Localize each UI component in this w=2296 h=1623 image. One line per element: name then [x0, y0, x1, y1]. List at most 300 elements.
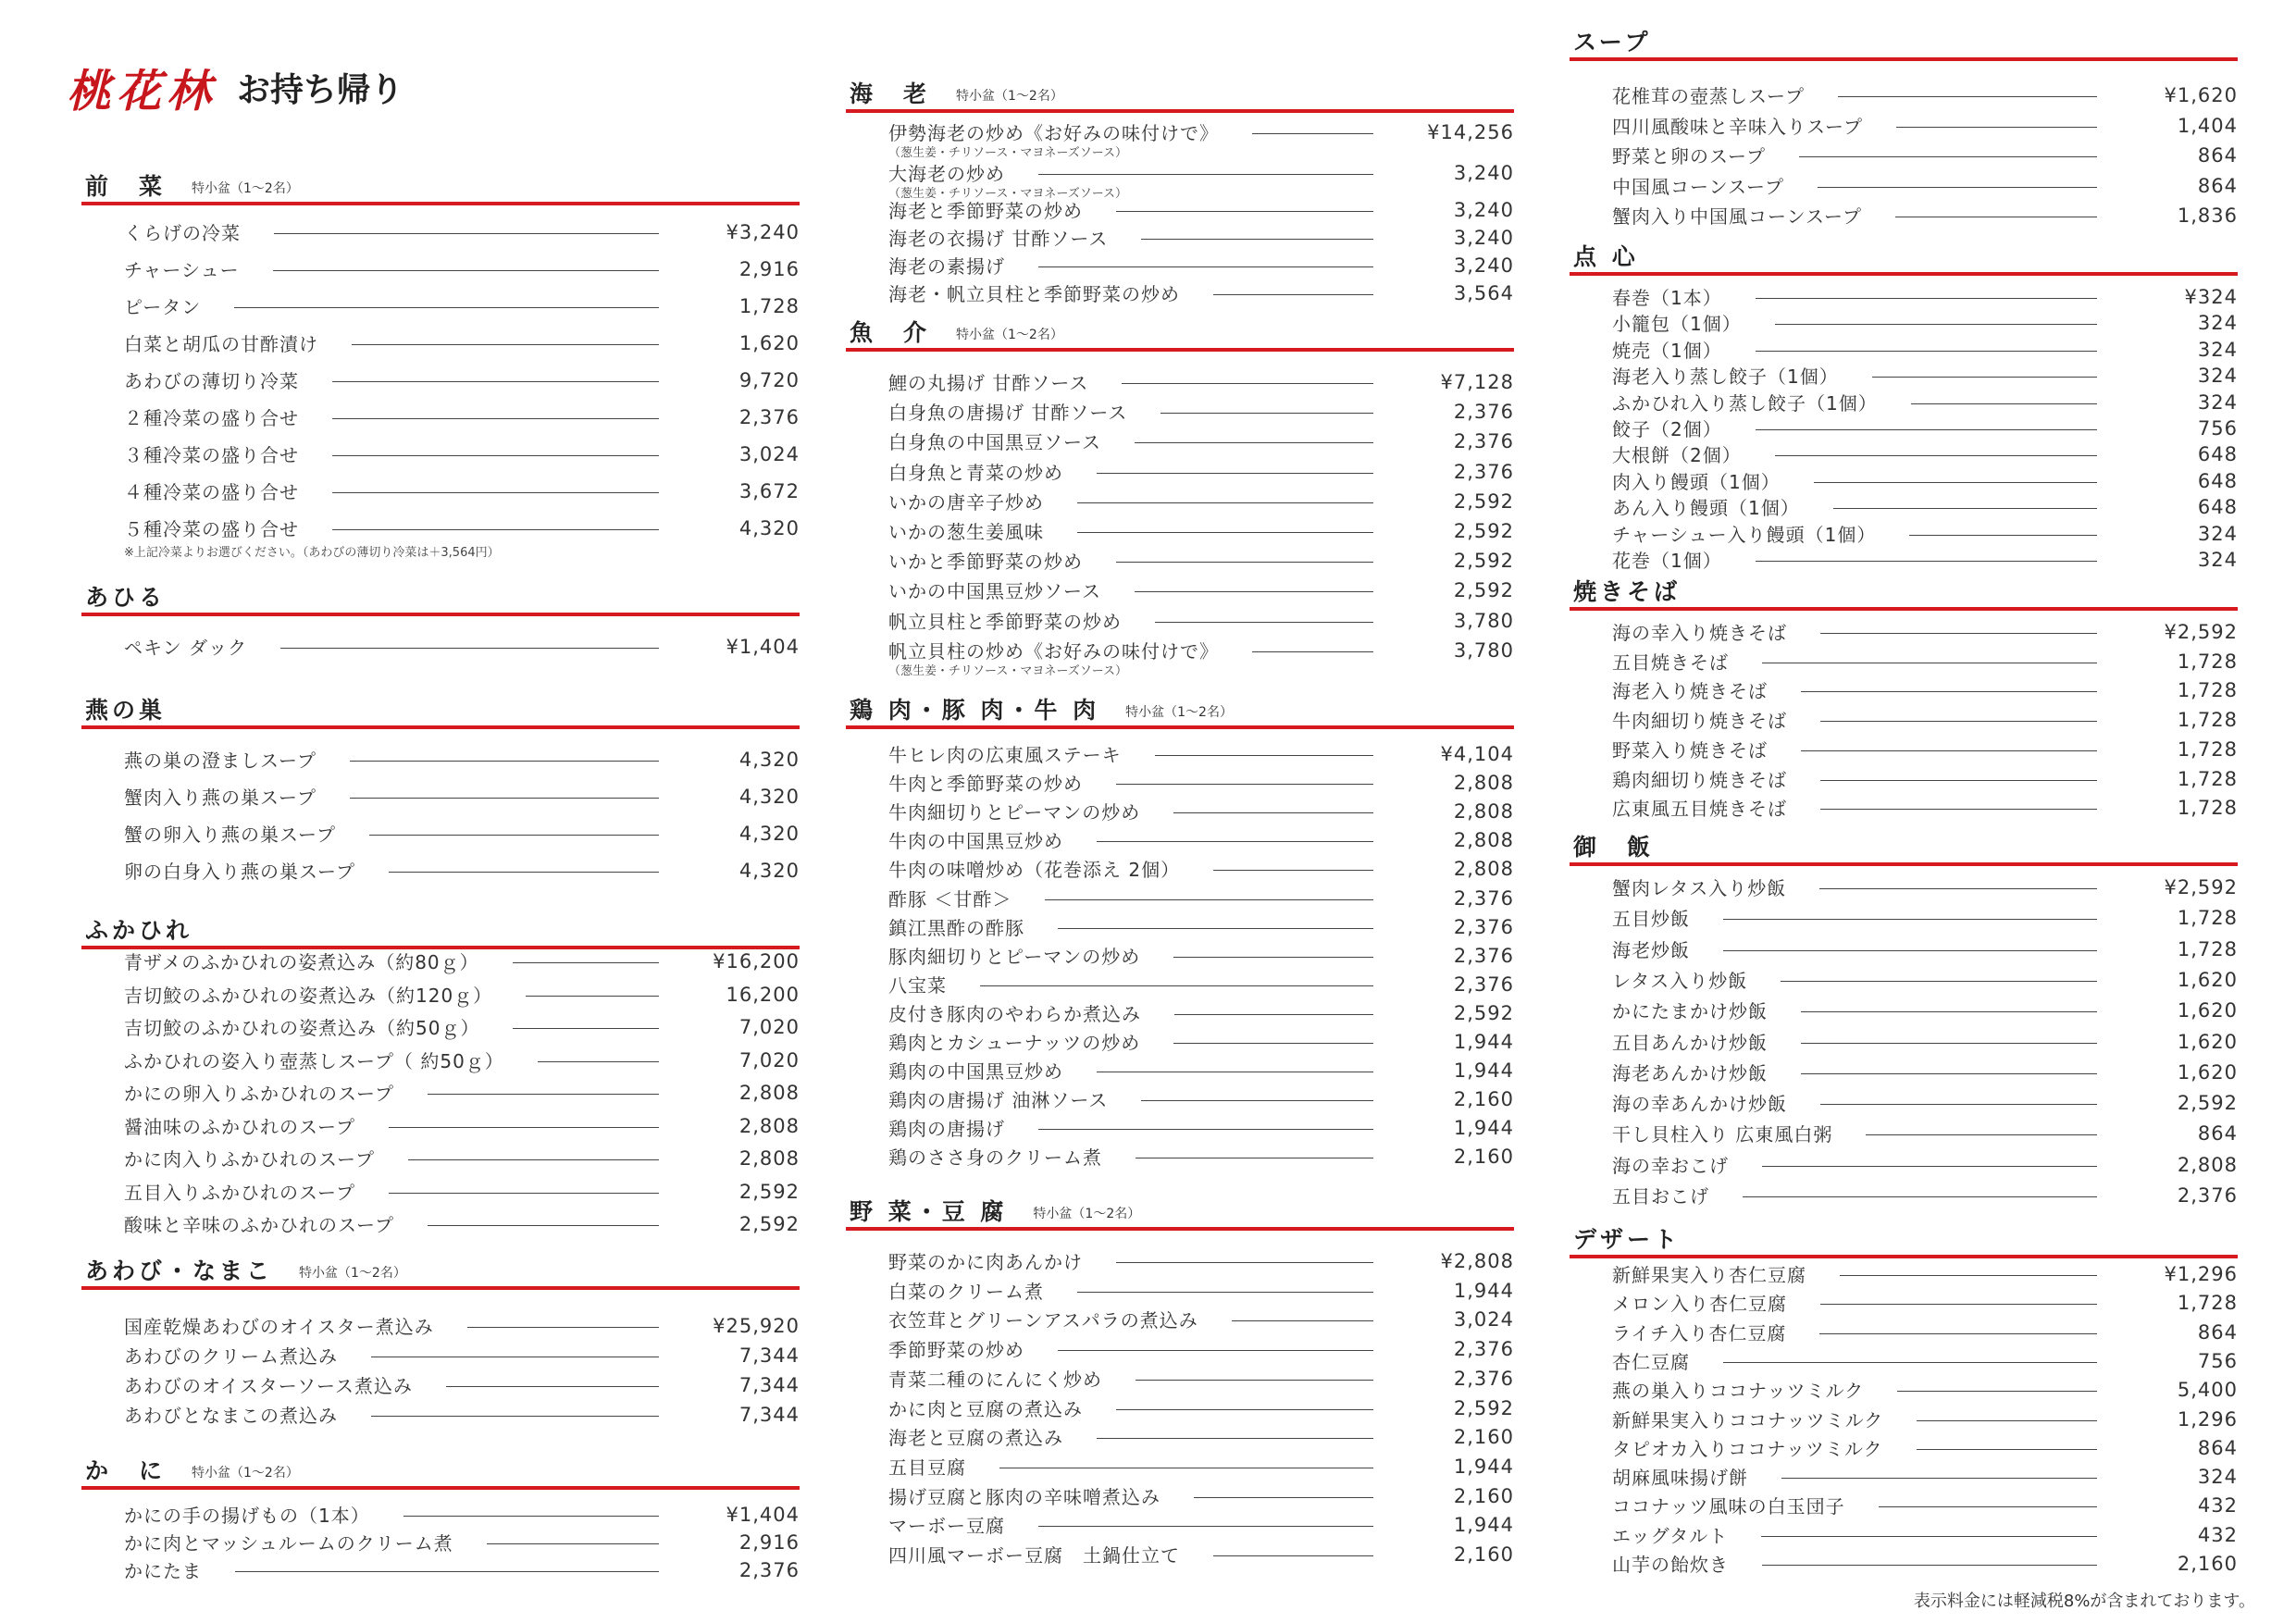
menu-item-price: 16,200 [726, 983, 800, 1006]
menu-item-name: 新鮮果実入りココナッツミルク [1612, 1409, 1884, 1431]
menu-item-name: 小籠包（1個） [1612, 313, 1742, 335]
menu-section [1570, 1221, 2238, 1576]
menu-item-name: かに肉とマッシュルームのクリーム煮 [124, 1532, 453, 1555]
menu-item-name: 国産乾燥あわびのオイスター煮込み [124, 1316, 434, 1338]
menu-item-price: ¥4,104 [1440, 742, 1514, 765]
leader-line [389, 1193, 659, 1194]
menu-item-price: 2,808 [738, 1146, 800, 1170]
leader-line [1762, 1166, 2097, 1167]
leader-line [332, 455, 659, 456]
menu-item-price: 864 [2197, 1121, 2238, 1145]
menu-item-price: 2,376 [1453, 460, 1514, 483]
leader-line [980, 985, 1373, 986]
menu-section [81, 1453, 800, 1582]
menu-item [124, 1401, 800, 1428]
menu-section [846, 692, 1514, 1169]
section-header [1570, 829, 2238, 866]
menu-item [888, 999, 1514, 1026]
section-serving-note: 特小盆（1～2名） [1125, 705, 1233, 720]
menu-item [124, 1342, 800, 1369]
menu-item [888, 576, 1514, 603]
menu-item-name: 鶏肉の中国黒豆炒め [888, 1060, 1063, 1083]
menu-item-name: 衣笠茸とグリーンアスパラの煮込み [888, 1309, 1198, 1332]
section-title: 前 菜 [85, 173, 167, 200]
section-title: 魚 介 [850, 319, 931, 346]
menu-item-price: 1,296 [2177, 1407, 2238, 1431]
menu-item-name: あわびの薄切り冷菜 [124, 370, 299, 392]
menu-item [124, 948, 800, 974]
menu-item-name: 鶏肉細切り焼きそば [1612, 769, 1787, 791]
menu-item-price: 2,808 [1453, 857, 1514, 880]
menu-item-price: 4,320 [738, 859, 800, 882]
leader-line [513, 962, 659, 963]
section-title: 御 飯 [1573, 834, 1655, 861]
menu-item-name: 揚げ豆腐と豚肉の辛味噌煮込み [888, 1486, 1160, 1508]
menu-item [888, 798, 1514, 824]
menu-item-price: 2,808 [1453, 828, 1514, 851]
section-header [846, 315, 1514, 352]
section-header [1570, 574, 2238, 611]
menu-item-name: ５種冷菜の盛り合せ [124, 518, 299, 540]
menu-item-name: 牛ヒレ肉の広東風ステーキ [888, 744, 1122, 766]
menu-item [124, 1556, 800, 1583]
menu-item-price: 2,592 [738, 1180, 800, 1203]
menu-item-name: ピータン [124, 296, 202, 318]
menu-item-name: かにたまかけ炒飯 [1612, 1000, 1768, 1022]
menu-item-price: ¥1,620 [2164, 83, 2238, 106]
menu-item-price: 2,592 [1453, 519, 1514, 542]
leader-line [1213, 294, 1373, 295]
menu-item [1612, 142, 2238, 168]
section-header [846, 76, 1514, 113]
menu-item-name: 大根餅（2個） [1612, 444, 1742, 466]
menu-item [124, 292, 800, 319]
menu-item [888, 159, 1514, 186]
menu-item-price: 1,728 [2177, 937, 2238, 960]
menu-item-name: 蟹肉入り中国風コーンスープ [1612, 205, 1862, 228]
menu-item-price: 2,808 [1453, 799, 1514, 823]
section-title: 焼きそば [1573, 578, 1682, 605]
leader-line [1911, 403, 2097, 404]
menu-item-name: 蟹肉入り燕の巣スープ [124, 787, 316, 809]
leader-line [1756, 351, 2097, 352]
menu-item-name: 牛肉細切りとピーマンの炒め [888, 801, 1141, 824]
menu-item [888, 1247, 1514, 1274]
menu-item-name: 海の幸入り焼きそば [1612, 622, 1787, 644]
menu-item-name: いかの唐辛子炒め [888, 491, 1044, 514]
menu-item [1612, 997, 2238, 1023]
menu-item-price: 3,240 [1453, 226, 1514, 249]
section-title: あひる [85, 584, 167, 611]
menu-item-name: 胡麻風味揚げ餅 [1612, 1467, 1748, 1489]
leader-line [1116, 784, 1373, 785]
menu-item-price: 324 [2197, 338, 2238, 361]
leader-line [1038, 1526, 1373, 1527]
menu-item-price: 2,160 [1453, 1145, 1514, 1168]
leader-line [1155, 622, 1373, 623]
menu-item-price: 2,592 [1453, 1396, 1514, 1419]
menu-item-price: 3,240 [1453, 254, 1514, 277]
menu-item-price: ¥1,404 [726, 1503, 800, 1526]
menu-item-name: あわびとなまこの煮込み [124, 1405, 338, 1427]
menu-item-name: くらげの冷菜 [124, 222, 241, 244]
menu-item-name: かに肉入りふかひれのスープ [124, 1148, 375, 1171]
menu-item [124, 1112, 800, 1139]
menu-item-price: 324 [2197, 1465, 2238, 1488]
leader-line [1077, 502, 1373, 503]
leader-line [1833, 508, 2097, 509]
menu-item [888, 458, 1514, 485]
menu-section [846, 1194, 1514, 1567]
menu-item-name: チャーシュー入り饅頭（1個） [1612, 524, 1877, 546]
menu-item-price: 2,160 [1453, 1542, 1514, 1566]
leader-line [428, 1094, 659, 1095]
menu-item-price: 2,376 [738, 1558, 800, 1581]
menu-item [124, 1501, 800, 1528]
menu-item [1612, 935, 2238, 962]
section-title: デザート [1573, 1226, 1682, 1253]
leader-line [1122, 383, 1373, 384]
menu-item-name: 牛肉の味噌炒め（花巻添え 2個） [888, 859, 1181, 881]
menu-item-name: ３種冷菜の盛り合せ [124, 444, 299, 466]
menu-item-price: ¥2,808 [1440, 1249, 1514, 1272]
menu-item-name: 海老の素揚げ [888, 255, 1005, 278]
menu-item-name: 牛肉細切り焼きそば [1612, 710, 1787, 732]
menu-item-name: 鶏肉の唐揚げ 油淋ソース [888, 1089, 1109, 1111]
menu-item-name: 新鮮果実入り杏仁豆腐 [1612, 1264, 1806, 1286]
menu-item-price: 7,020 [738, 1015, 800, 1038]
menu-item [888, 1085, 1514, 1112]
menu-section [1570, 24, 2238, 228]
menu-item-price: 324 [2197, 390, 2238, 414]
menu-item-name: あわびのクリーム煮込み [124, 1345, 338, 1368]
leader-line [1058, 1350, 1373, 1351]
leader-line [1762, 1565, 2097, 1566]
menu-section [1570, 239, 2238, 572]
menu-item [888, 517, 1514, 544]
menu-item-price: 5,400 [2177, 1378, 2238, 1401]
menu-item-name: 大海老の炒め [888, 163, 1005, 185]
menu-item-name: 野菜のかに肉あんかけ [888, 1251, 1083, 1273]
menu-item-price: 3,024 [738, 442, 800, 465]
menu-item [1612, 81, 2238, 108]
menu-item [1612, 415, 2238, 441]
section-title: スープ [1573, 29, 1652, 56]
leader-line [1801, 750, 2097, 751]
leader-line [1879, 1506, 2097, 1507]
menu-item [1612, 336, 2238, 363]
menu-item [888, 1453, 1514, 1480]
menu-item [888, 1114, 1514, 1141]
menu-item [1612, 202, 2238, 229]
menu-item [1612, 112, 2238, 139]
menu-item-name: 五目炒飯 [1612, 908, 1690, 930]
menu-item-name: 海老と豆腐の煮込み [888, 1427, 1063, 1449]
menu-item-price: 864 [2197, 1320, 2238, 1344]
menu-item-name: 吉切鮫のふかひれの姿煮込み（約50ｇ） [124, 1017, 480, 1039]
leader-line [1814, 482, 2097, 483]
leader-line [1872, 377, 2097, 378]
menu-item-price: 7,344 [738, 1373, 800, 1396]
leader-line [1135, 591, 1373, 592]
menu-item [1612, 794, 2238, 821]
menu-item [1612, 283, 2238, 310]
leader-line [1213, 870, 1373, 871]
menu-item-price: 2,592 [1453, 1001, 1514, 1024]
menu-item [888, 1143, 1514, 1170]
menu-item [124, 1178, 800, 1205]
menu-item-name: 鶏肉の唐揚げ [888, 1118, 1005, 1140]
menu-item-price: 1,620 [738, 331, 800, 354]
leader-line [1058, 928, 1373, 929]
menu-item-name: チャーシュー [124, 259, 240, 281]
menu-item [1612, 1182, 2238, 1208]
leader-line [1801, 1073, 2097, 1074]
section-header [81, 168, 800, 205]
menu-item [124, 1079, 800, 1106]
menu-item-name: ふかひれの姿入り壺蒸しスープ（ 約50ｇ） [124, 1050, 504, 1072]
menu-item [888, 1482, 1514, 1509]
leader-line [1819, 888, 2097, 889]
menu-item-name: ４種冷菜の盛り合せ [124, 481, 299, 503]
menu-item [1612, 1434, 2238, 1461]
menu-item-name: かにの卵入りふかひれのスープ [124, 1083, 394, 1105]
menu-item [1612, 1550, 2238, 1577]
leader-line [1866, 1134, 2097, 1135]
menu-item-name: 海老・帆立貝柱と季節野菜の炒め [888, 283, 1180, 305]
menu-item-price: 1,944 [1453, 1059, 1514, 1082]
leader-line [1135, 442, 1373, 443]
menu-item-price: 2,376 [1453, 886, 1514, 910]
menu-item-price: 2,376 [1453, 1367, 1514, 1390]
menu-item [124, 366, 800, 393]
menu-item-name: ココナッツ風味の白玉団子 [1612, 1495, 1845, 1518]
menu-section [81, 579, 800, 659]
menu-item [124, 218, 800, 245]
leader-line [1820, 809, 2097, 810]
menu-item-name: 野菜と卵のスープ [1612, 145, 1766, 167]
menu-item [124, 1145, 800, 1171]
leader-line [1116, 211, 1373, 212]
menu-item-name: 春巻（1本） [1612, 287, 1722, 309]
leader-line [1038, 266, 1373, 267]
menu-item-price: 2,592 [1453, 549, 1514, 572]
leader-line [1141, 239, 1373, 240]
menu-item [1612, 172, 2238, 199]
leader-line [1077, 532, 1373, 533]
menu-item-price: ¥1,296 [2164, 1262, 2238, 1285]
menu-section [81, 692, 800, 883]
leader-line [1723, 919, 2097, 920]
menu-item-price: 2,808 [1453, 771, 1514, 794]
menu-item-price: ¥25,920 [713, 1314, 800, 1337]
menu-item-name: レタス入り炒飯 [1612, 970, 1748, 992]
menu-item-price: 7,344 [738, 1344, 800, 1367]
menu-item-name: 豚肉細切りとピーマンの炒め [888, 946, 1141, 968]
menu-item-name: 八宝菜 [888, 974, 947, 997]
menu-item-price: 1,728 [2177, 906, 2238, 929]
menu-item-name: 海の幸あんかけ炒飯 [1612, 1093, 1787, 1115]
menu-item-name: メロン入り杏仁豆腐 [1612, 1293, 1787, 1315]
menu-item-price: 1,728 [2177, 767, 2238, 790]
leader-line [1909, 535, 2097, 536]
menu-item [888, 279, 1514, 306]
menu-item [888, 1423, 1514, 1450]
menu-item-name: 酸味と辛味のふかひれのスープ [124, 1214, 394, 1236]
menu-item-price: 1,728 [2177, 737, 2238, 761]
menu-item [1612, 765, 2238, 792]
section-header [1570, 239, 2238, 276]
section-serving-note: 特小盆（1～2名） [1033, 1207, 1141, 1221]
leader-line [1038, 1129, 1373, 1130]
leader-line [403, 1516, 659, 1517]
leader-line [1045, 899, 1373, 900]
menu-item-price: 2,160 [1453, 1425, 1514, 1448]
leader-line [1781, 981, 2097, 982]
menu-section [81, 1253, 800, 1427]
menu-item [124, 329, 800, 356]
leader-line [1213, 1555, 1373, 1556]
menu-item-name: マーボー豆腐 [888, 1515, 1005, 1537]
menu-item-name: 季節野菜の炒め [888, 1339, 1024, 1361]
menu-item-name: かにたま [124, 1560, 202, 1582]
leader-line [352, 344, 659, 345]
menu-item-name: 皮付き豚肉のやわらか煮込み [888, 1003, 1141, 1025]
menu-item-name: 鶏肉とカシューナッツの炒め [888, 1032, 1141, 1054]
menu-item-price: 3,240 [1453, 161, 1514, 184]
section-footnote: ※上記冷菜よりお選びください。（あわびの薄切り冷菜は＋3,564円） [124, 546, 500, 560]
menu-item [1612, 1492, 2238, 1518]
menu-item-name: 帆立貝柱と季節野菜の炒め [888, 611, 1122, 633]
menu-item [124, 981, 800, 1008]
menu-item-price: 2,160 [1453, 1087, 1514, 1110]
menu-item [888, 740, 1514, 767]
menu-section [81, 168, 800, 560]
menu-item-name: 吉切鮫のふかひれの姿煮込み（約120ｇ） [124, 985, 493, 1007]
menu-item [888, 913, 1514, 940]
leader-line [1917, 1449, 2097, 1450]
menu-item [1612, 520, 2238, 547]
menu-item-name: 山芋の飴炊き [1612, 1554, 1729, 1576]
menu-item-name: 牛肉と季節野菜の炒め [888, 773, 1083, 795]
menu-item-name: 酢豚 ＜甘酢＞ [888, 888, 1012, 911]
leader-line [1097, 473, 1373, 474]
menu-item [1612, 493, 2238, 520]
section-header [1570, 24, 2238, 61]
brand-header [67, 56, 403, 119]
menu-item-price: 864 [2197, 174, 2238, 197]
menu-item [888, 885, 1514, 911]
menu-item-price: ¥3,240 [726, 220, 800, 243]
leader-line [332, 381, 659, 382]
menu-item-name: 燕の巣入りココナッツミルク [1612, 1380, 1865, 1402]
menu-item [124, 1210, 800, 1237]
menu-item-name: 白身魚と青菜の炒め [888, 462, 1063, 484]
takeout-title: お持ち帰り [237, 71, 404, 109]
menu-item [1612, 362, 2238, 389]
menu-item [1612, 467, 2238, 494]
section-title: か に [85, 1457, 167, 1484]
menu-item-price: 756 [2197, 1349, 2238, 1372]
leader-line [428, 1225, 659, 1226]
leader-line [513, 1028, 659, 1029]
menu-item [1612, 1347, 2238, 1374]
leader-line [1801, 1043, 2097, 1044]
menu-item-price: 3,564 [1453, 281, 1514, 304]
menu-item-price: 756 [2197, 416, 2238, 440]
menu-item [888, 224, 1514, 251]
section-header [846, 1194, 1514, 1231]
menu-item [124, 403, 800, 430]
menu-item-name: 五目あんかけ炒飯 [1612, 1032, 1768, 1054]
leader-line [446, 1386, 659, 1387]
menu-item [888, 488, 1514, 514]
menu-item [124, 255, 800, 282]
menu-item [124, 1371, 800, 1398]
leader-line [1160, 413, 1373, 414]
leader-line [1820, 1304, 2097, 1305]
menu-item [888, 1306, 1514, 1332]
leader-line [1723, 950, 2097, 951]
leader-line [1097, 1438, 1373, 1439]
menu-item-name: 蟹肉レタス入り炒飯 [1612, 877, 1787, 899]
menu-item [888, 855, 1514, 882]
menu-item [1612, 706, 2238, 733]
menu-item-price: 2,916 [738, 257, 800, 280]
menu-item [888, 1365, 1514, 1392]
section-header [81, 912, 800, 949]
menu-item [888, 1277, 1514, 1304]
leader-line [1917, 1420, 2097, 1421]
leader-line [273, 270, 659, 271]
menu-item-price: 2,376 [2177, 1183, 2238, 1207]
menu-item-name: 燕の巣の澄ましスープ [124, 750, 316, 772]
menu-item-price: ¥16,200 [713, 949, 800, 973]
menu-item-name: 焼売（1個） [1612, 340, 1722, 362]
menu-item-name: いかの中国黒豆炒ソース [888, 580, 1101, 602]
leader-line [538, 1061, 659, 1062]
leader-line [1174, 1014, 1373, 1015]
menu-item-price: 2,592 [738, 1212, 800, 1235]
leader-line [1116, 1409, 1373, 1410]
menu-item-name: 鯉の丸揚げ 甘酢ソース [888, 372, 1089, 394]
menu-item-name: 中国風コーンスープ [1612, 176, 1784, 198]
menu-item-name: 海の幸おこげ [1612, 1155, 1729, 1177]
section-title: ふかひれ [85, 917, 193, 944]
leader-line [408, 1159, 659, 1160]
leader-line [1781, 1478, 2097, 1479]
leader-line [1820, 1104, 2097, 1105]
menu-item-price: ¥2,592 [2164, 620, 2238, 643]
menu-item-name: 青菜二種のにんにく炒め [888, 1369, 1102, 1391]
menu-item-price: 648 [2197, 442, 2238, 465]
section-title: 海 老 [850, 81, 931, 107]
leader-line [1252, 133, 1373, 134]
menu-item-price: 1,404 [2177, 114, 2238, 137]
menu-item-sauce-options: （葱生姜・チリソース・マヨネーズソース） [888, 187, 1128, 201]
menu-item-name: ペキン ダック [124, 637, 248, 659]
restaurant-logo: 桃花林 [67, 66, 217, 118]
leader-line [280, 648, 659, 649]
menu-item-price: 2,592 [1453, 489, 1514, 513]
menu-item [1612, 1406, 2238, 1432]
menu-item-name: 海老炒飯 [1612, 939, 1690, 961]
menu-item-name: 醤油味のふかひれのスープ [124, 1116, 355, 1138]
menu-item [124, 857, 800, 884]
menu-item-price: 1,944 [1453, 1116, 1514, 1139]
menu-item-price: 1,944 [1453, 1455, 1514, 1478]
menu-item [1612, 1089, 2238, 1116]
